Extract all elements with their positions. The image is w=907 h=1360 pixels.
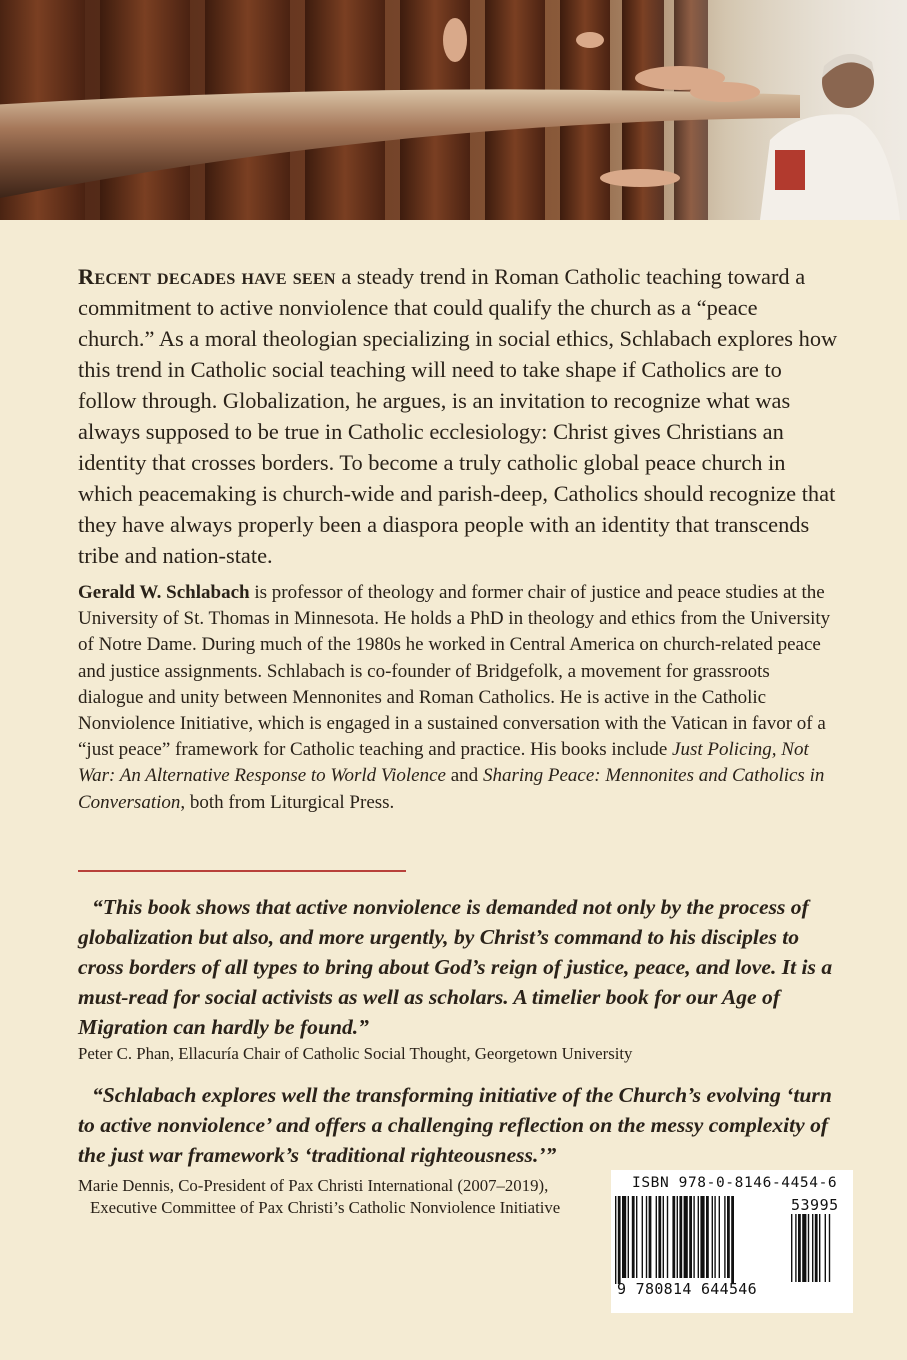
endorsement-quote-2: “Schlabach explores well the transforming initiative of the Church’s evolving ‘turn to active nonviolence’ and offers a challenging reflection on the messy complexity of the just war framework’s ‘traditional righteousness.’” [78, 1083, 832, 1167]
barcode-bar [724, 1196, 725, 1278]
barcode-addon-bar [815, 1214, 818, 1282]
barcode-bar [658, 1196, 661, 1278]
section-divider [78, 870, 406, 872]
barcode-bar [706, 1196, 709, 1278]
barcode-bar [677, 1196, 678, 1278]
barcode-bar [727, 1196, 730, 1278]
barcode-bar [628, 1196, 629, 1278]
barcode-bar [663, 1196, 664, 1278]
barcode-bar [719, 1196, 720, 1278]
author-bio [78, 580, 838, 816]
barcode-bar [622, 1196, 626, 1278]
endorsement-attribution-2 [78, 1175, 598, 1219]
barcode-bar [712, 1196, 713, 1278]
barcode-bar [632, 1196, 635, 1278]
barcode-addon-bar [819, 1214, 820, 1282]
cover-photo [0, 0, 907, 220]
barcode-bar [700, 1196, 704, 1278]
isbn-digits: 9 780814 644546 [617, 1280, 757, 1298]
book-title-2: Sharing Peace: Mennonites and Catholics in Conversation [78, 765, 825, 813]
barcode-addon-bar [791, 1214, 792, 1282]
bio-tail: , both from Liturgical Press. [180, 791, 395, 813]
barcode-bar [698, 1196, 699, 1278]
barcode-bar [679, 1196, 682, 1278]
author-name: Gerald W. Schlabach [78, 582, 250, 603]
barcode-addon-bar [825, 1214, 826, 1282]
bio-text: is professor of theology and former chair of justice and peace studies at the University of St. Thomas in Minnesota. He holds a PhD in theology and ethics from the University of Notre Dame. During much of the 1980s he worked in Central America on church-related peace and justice assignments. Schlabach is co-founder of Bridgefolk, a movement for grassroots dialogue and unity between Mennonites and Roman Catholics. He is active in the Catholic Nonviolence Initiative, which is engaged in a sustained conversation with the Vatican in favor of a “just peace” framework for Catholic teaching and practice. His books include [78, 582, 831, 761]
endorsement-quote-1: “This book shows that active nonviolence is demanded not only by the process of globalization but also, and more urgently, by Christ’s command to his disciples to cross borders of all types to bring about God’s reign of justice, peace, and love. It is a must-read for social activists as well as scholars. A timelier book for our Age of Migration can hardly be found.” [78, 895, 833, 1039]
barcode-addon-bar [808, 1214, 809, 1282]
barcode-bar [618, 1196, 621, 1284]
intro-body: a steady trend in Roman Catholic teaching toward a commitment to active nonviolence that could qualify the church as a “peace church.” As a moral theologian specializing in social ethics, Schlabach explores how this trend in Catholic social teaching will need to take shape if Catholics are to follow through. Globalization, he argues, is an invitation to recognize what was always supposed to be true in Catholic ecclesiology: Christ gives Christians an identity that crosses borders. To become a truly catholic global peace church in which peacemaking is church-wide and parish-deep, Catholics should recognize that they have always properly been a diaspora people with an identity that transcends tribe and nation-state. [78, 264, 838, 568]
isbn-label: ISBN 978-0-8146-4454-6 [632, 1175, 838, 1191]
attribution-2-line-1: Marie Dennis, Co-President of Pax Christi International (2007–2019), [78, 1176, 549, 1195]
barcode-bar [684, 1196, 688, 1278]
barcode-addon-bar [829, 1214, 830, 1282]
barcode-bar [615, 1196, 616, 1284]
bio-and: and [446, 765, 483, 787]
intro-lead: Recent decades have seen [78, 264, 336, 289]
attribution-2-line-2: Executive Committee of Pax Christi’s Catholic Nonviolence Initiative [90, 1198, 561, 1217]
barcode-bar [672, 1196, 675, 1278]
intro-paragraph [78, 261, 838, 571]
barcode-addon-bar [812, 1214, 813, 1282]
barcode-bar [656, 1196, 657, 1278]
barcode-bar [667, 1196, 668, 1278]
barcode-bar [731, 1196, 734, 1284]
barcode-addon-bar [795, 1214, 796, 1282]
barcode-addon-bar [802, 1214, 806, 1282]
barcode-bar [642, 1196, 643, 1278]
barcode-bar [636, 1196, 637, 1278]
barcode-bar [649, 1196, 652, 1278]
barcode-bar [693, 1196, 694, 1278]
barcode-bar [714, 1196, 715, 1278]
barcode-bar [646, 1196, 647, 1278]
barcode-bar [689, 1196, 692, 1278]
barcode-addon-bar [798, 1214, 801, 1282]
endorsement-attribution-1: Peter C. Phan, Ellacuría Chair of Catholic Social Thought, Georgetown University [78, 1044, 633, 1063]
price-code: 53995 [791, 1196, 839, 1214]
book-title-1: Just Policing, Not War: An Alternative Response to World Violence [78, 739, 809, 787]
